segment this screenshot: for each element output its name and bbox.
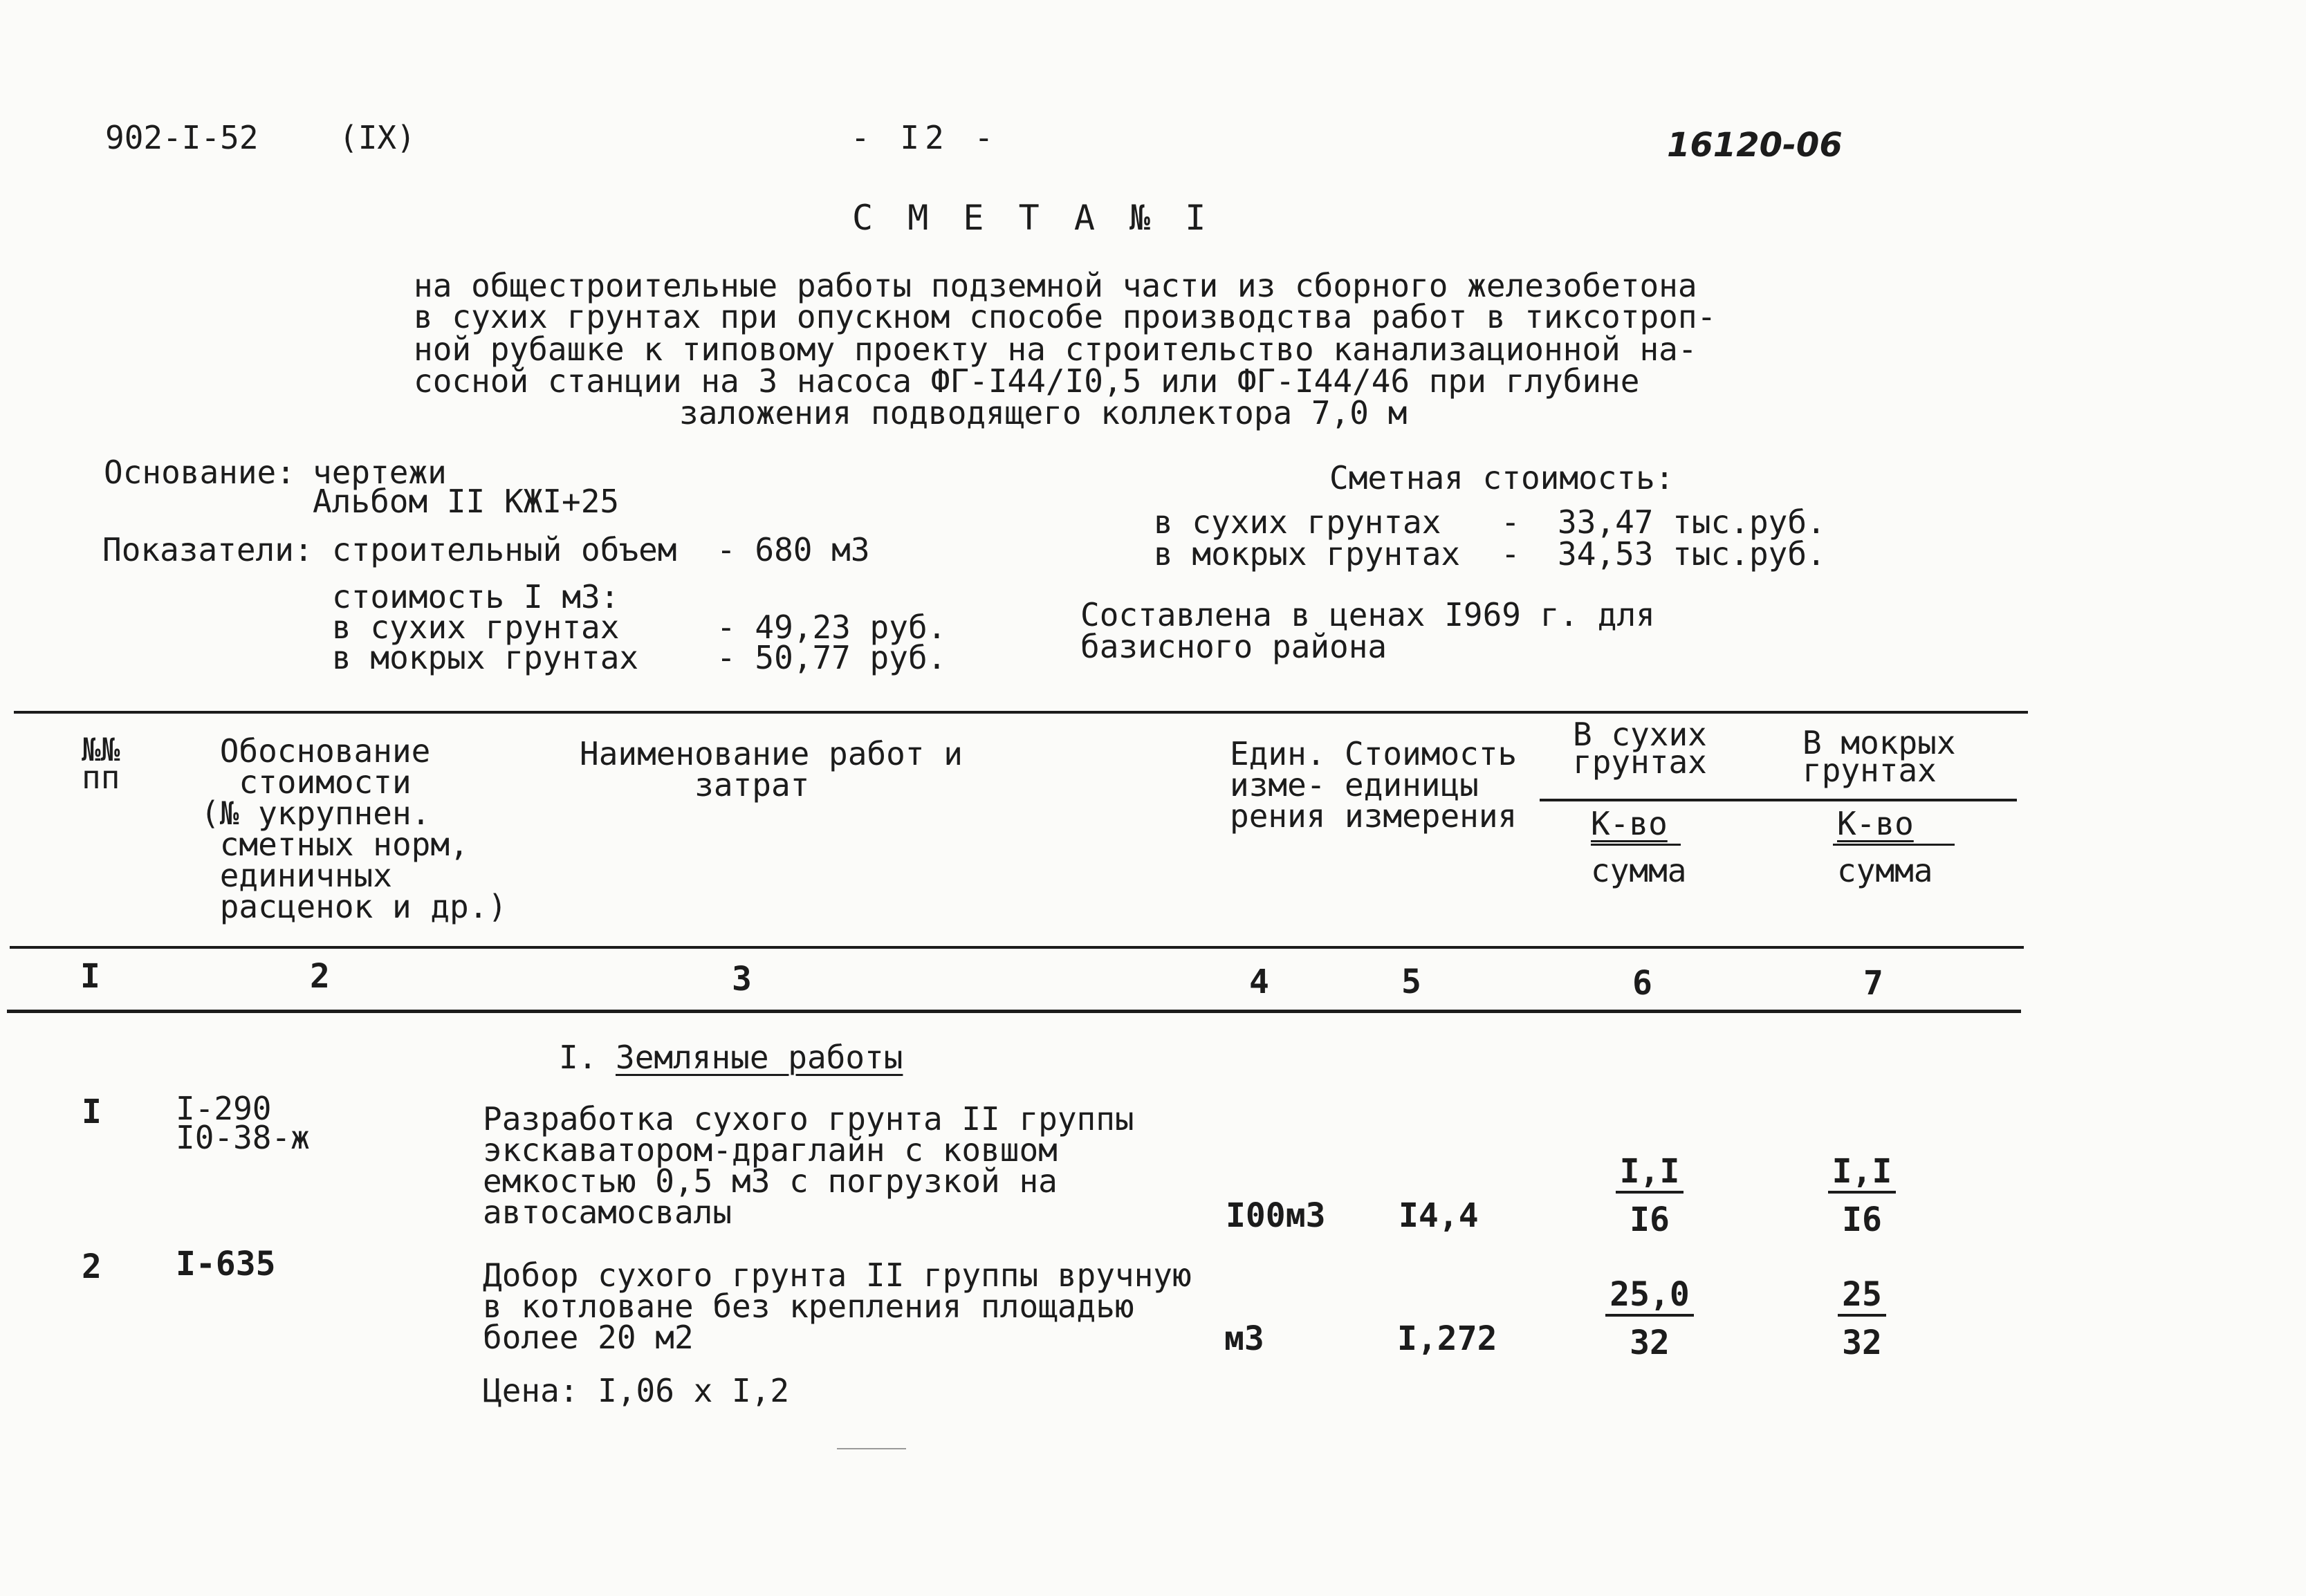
row-dry-sum: 32 <box>1630 1324 1670 1362</box>
column-number: 6 <box>1632 964 1652 1003</box>
description-line: ной рубашке к типовому проекту на строительство канализационной на- <box>414 331 1697 368</box>
header-dry-sum: сумма <box>1591 852 1687 889</box>
row-dry-qty-sum <box>1598 1275 1701 1362</box>
compiled-note-line1: Составлена в ценах I969 г. для <box>1080 596 1655 633</box>
row-unit-cost: I4,4 <box>1399 1196 1479 1235</box>
header-dry-qty-rule <box>1591 844 1681 846</box>
row-wet-qty: I,I <box>1828 1155 1897 1194</box>
column-number: 3 <box>732 960 752 999</box>
cost-per-m3-label: стоимость I м3: <box>332 578 620 615</box>
row-dry-qty: I,I <box>1616 1155 1684 1194</box>
section-title: Земляные работы <box>616 1039 903 1076</box>
scan-mark <box>837 1448 906 1449</box>
row-wet-sum: 32 <box>1842 1324 1882 1362</box>
estimated-wet-dash: - <box>1501 535 1520 573</box>
row-wet-qty-sum <box>1820 1275 1903 1362</box>
indicators-label: Показатели: <box>102 531 313 568</box>
column-number: I <box>80 957 100 996</box>
column-number: 5 <box>1401 963 1421 1001</box>
compiled-note-line2: базисного района <box>1080 628 1387 665</box>
estimated-dry-label: в сухих грунтах <box>1154 503 1441 541</box>
description-line: на общестроительные работы подземной части из сборного железобетона <box>414 267 1697 304</box>
header-work-name: Наименование работ и затрат <box>580 735 963 804</box>
basis-drawings: чертежи <box>313 454 447 491</box>
estimated-cost-label: Сметная стоимость: <box>1329 459 1675 497</box>
header-row-number: №№ пп <box>82 731 120 796</box>
row-cost-basis: I-290 I0-38-ж <box>176 1090 310 1156</box>
document-part: (IX) <box>339 119 416 156</box>
row-wet-sum: I6 <box>1842 1200 1882 1239</box>
price-note: Цена: I,06 х I,2 <box>483 1372 790 1409</box>
header-dry-qty: К-во <box>1591 805 1668 842</box>
header-group-rule <box>1540 799 2017 801</box>
row-number: 2 <box>82 1247 102 1286</box>
row-cost-basis: I-635 <box>176 1245 276 1283</box>
header-unit-cost: Стоимость единицы измерения <box>1345 735 1518 835</box>
estimate-heading: С М Е Т А № I <box>852 198 1213 238</box>
header-wet-qty: К-во <box>1837 805 1914 842</box>
estimated-wet-value: 34,53 тыс.руб. <box>1558 535 1826 573</box>
description-line: сосной станции на 3 насоса ФГ-I44/I0,5 или ФГ-I44/46 при глубине <box>414 362 1640 400</box>
row-unit-cost: I,272 <box>1397 1319 1497 1358</box>
table-header-rule <box>10 946 2024 949</box>
header-wet-qty-rule <box>1833 844 1955 846</box>
table-numbers-rule <box>7 1010 2021 1013</box>
column-number: 4 <box>1249 963 1269 1001</box>
row-work-name: Разработка сухого грунта II группы экскаватором-драглайн с ковшом емкостью 0,5 м3 с погрузкой на автосамосвалы <box>483 1100 1134 1231</box>
volume-label: строительный объем <box>332 531 677 568</box>
row-dry-qty-sum <box>1598 1152 1701 1239</box>
header-wet-soils: В мокрых грунтах <box>1802 724 1956 789</box>
row-wet-qty-sum <box>1820 1152 1903 1239</box>
estimated-dry-dash: - <box>1501 503 1520 541</box>
document-code: 902-I-52 <box>105 119 259 156</box>
estimated-dry-value: 33,47 тыс.руб. <box>1558 503 1826 541</box>
header-dry-soils: В сухих грунтах <box>1573 716 1707 781</box>
row-unit: м3 <box>1224 1319 1264 1358</box>
row-unit: I00м3 <box>1226 1196 1326 1235</box>
basis-label: Основание: <box>104 454 295 491</box>
description-line: в сухих грунтах при опускном способе производства работ в тиксотроп- <box>414 298 1717 335</box>
column-number: 7 <box>1863 964 1883 1003</box>
cost-wet-value: - 50,77 руб. <box>717 639 947 676</box>
header-unit: Един. изме- рения <box>1230 735 1326 835</box>
row-dry-sum: I6 <box>1630 1200 1670 1239</box>
row-work-name: Добор сухого грунта II группы вручную в котловане без крепления площадью более 20 м2 <box>483 1256 1192 1356</box>
header-cost-basis: Обоснование стоимости (№ укрупнен. сметных норм, единичных расценок и др.) <box>201 732 508 925</box>
cost-dry-label: в сухих грунтах <box>332 609 620 646</box>
row-dry-qty: 25,0 <box>1605 1278 1694 1317</box>
section-number: I. <box>559 1039 598 1076</box>
page-number: - I2 - <box>851 119 999 156</box>
estimated-wet-label: в мокрых грунтах <box>1154 535 1461 573</box>
handwritten-inventory-number: 16120-06 <box>1667 126 1843 165</box>
volume-value: - 680 м3 <box>717 531 870 568</box>
column-number: 2 <box>310 957 330 996</box>
cost-wet-label: в мокрых грунтах <box>332 639 639 676</box>
description-line: заложения подводящего коллектора 7,0 м <box>679 394 1408 432</box>
table-top-rule <box>14 711 2028 714</box>
basis-album: Альбом II КЖI+25 <box>313 483 620 520</box>
row-wet-qty: 25 <box>1838 1278 1886 1317</box>
row-number: I <box>82 1093 102 1131</box>
cost-dry-value: - 49,23 руб. <box>717 609 947 646</box>
header-wet-sum: сумма <box>1837 852 1933 889</box>
